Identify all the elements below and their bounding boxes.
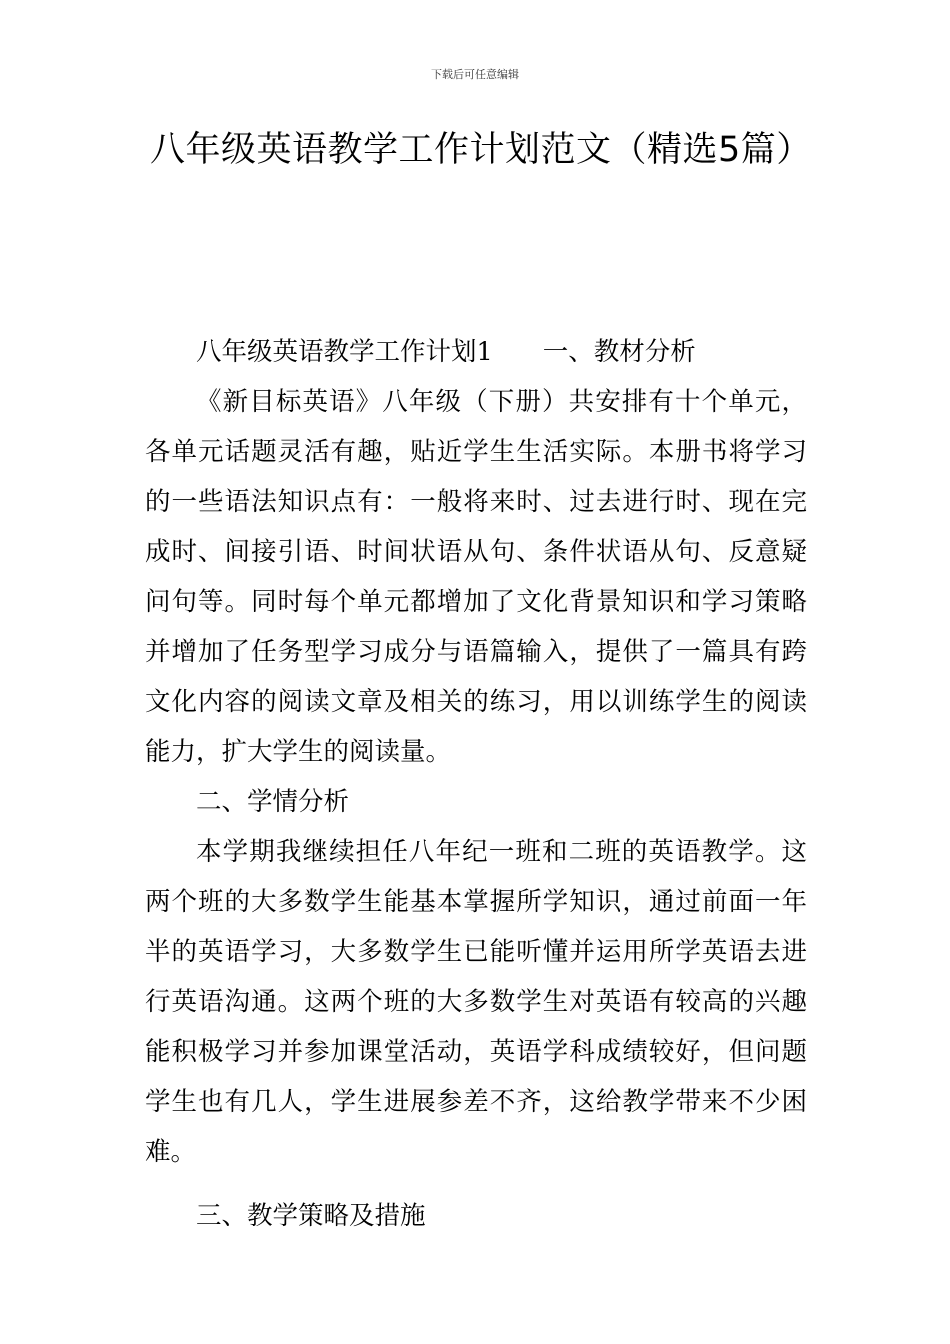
intro-line bbox=[145, 327, 807, 377]
plan-label: 八年级英语教学工作计划1 bbox=[196, 337, 493, 367]
section3-heading: 三、教学策略及措施 bbox=[196, 1201, 426, 1231]
document-title: 八年级英语教学工作计划范文（精选5篇） bbox=[150, 130, 812, 170]
document-body bbox=[145, 327, 807, 1241]
section2-heading: 二、学情分析 bbox=[196, 787, 350, 817]
paragraph-textbook-analysis: 《新目标英语》八年级（下册）共安排有十个单元，各单元话题灵活有趣，贴近学生生活实际。本册书将学习的一些语法知识点有：一般将来时、过去进行时、现在完成时、间接引语、时间状语从句、条件状语从句、反意疑问句等。同时每个单元都增加了文化背景知识和学习策略并增加了任务型学习成分与语篇输入，提供了一篇具有跨文化内容的阅读文章及相关的练习，用以训练学生的阅读能力，扩大学生的阅读量。 bbox=[145, 387, 807, 767]
header-note: 下载后可任意编辑 bbox=[431, 68, 519, 81]
paragraph-student-analysis: 本学期我继续担任八年纪一班和二班的英语教学。这两个班的大多数学生能基本掌握所学知识，通过前面一年半的英语学习，大多数学生已能听懂并运用所学英语去进行英语沟通。这两个班的大多数学生对英语有较高的兴趣能积极学习并参加课堂活动，英语学科成绩较好，但问题学生也有几人，学生进展参差不齐，这给教学带来不少困难。 bbox=[145, 837, 807, 1167]
section1-heading: 一、教材分析 bbox=[542, 337, 696, 367]
